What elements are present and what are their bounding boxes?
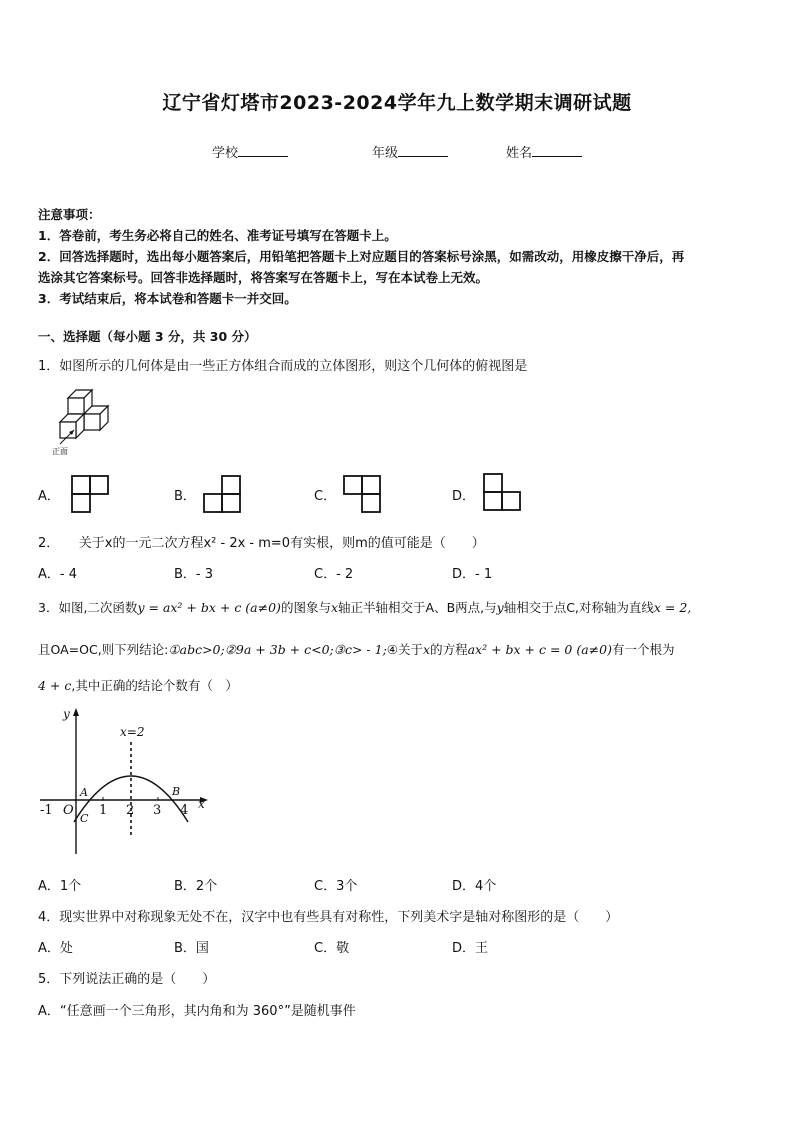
notice-item-2: 2．回答选择题时，选出每小题答案后，用铅笔把答题卡上对应题目的答案标号涂黑，如需改动，用橡皮擦干净后，再: [38, 249, 685, 264]
q3-option-a: A．1个: [38, 879, 82, 894]
question-1-stem: 1．如图所示的几何体是由一些正方体组合而成的立体图形，则这个几何体的俯视图是: [38, 359, 528, 374]
q1-cube-figure: [46, 382, 126, 458]
question-3-line-3: 4 + c,其中正确的结论个数有（ ）: [38, 678, 238, 693]
front-label: 正面: [52, 447, 68, 456]
q1-option-a: A．: [38, 489, 60, 504]
q2-option-b: B．- 3: [174, 567, 214, 582]
q4-option-d: D．王: [452, 941, 489, 956]
question-3-line-1: 3．如图,二次函数y = ax² + bx + c (a≠0)的图象与x轴正半轴相交于A、B两点,与y轴相交于点C,对称轴为直线x = 2,: [38, 600, 692, 615]
question-5-stem: 5．下列说法正确的是（ ）: [38, 972, 216, 987]
q3-option-c: C．3个: [314, 879, 358, 894]
notice-item-1: 1．答卷前，考生务必将自己的姓名、准考证号填写在答题卡上。: [38, 228, 397, 243]
cube-front-face: [68, 398, 84, 414]
q2-option-d: D．- 1: [452, 567, 493, 582]
q4-option-a: A．处: [38, 941, 73, 956]
q4-option-b: B．国: [174, 941, 209, 956]
name-field: 姓名: [506, 142, 582, 161]
notice-item-3: 3．考试结束后，将本试卷和答题卡一并交回。: [38, 291, 297, 306]
section-title: 一、选择题（每小题 3 分，共 30 分）: [38, 329, 257, 344]
question-3-line-2: 且OA=OC,则下列结论:①abc>0;②9a + 3b + c<0;③c> - 1;④关于x的方程ax² + bx + c = 0 (a≠0)有一个根为: [38, 642, 675, 657]
q3-option-d: D．4个: [452, 879, 497, 894]
q1-option-d: D．: [452, 489, 476, 504]
q1-option-b: B．: [174, 489, 196, 504]
tick-neg1: -1: [40, 803, 53, 818]
q3-parabola-graph: [36, 702, 216, 862]
origin-label: O: [63, 803, 74, 818]
symmetry-label: x=2: [120, 725, 145, 739]
x-axis-label: x: [198, 797, 205, 811]
q5-option-a: A．“任意画一个三角形，其内角和为 360°”是随机事件: [38, 1004, 356, 1019]
question-2-stem: 2． 关于x的一元二次方程x² - 2x - m=0有实根，则m的值可能是（ ）: [38, 536, 485, 551]
q1-option-c: C．: [314, 489, 337, 504]
point-a-label: A: [80, 786, 88, 799]
y-axis-label: y: [63, 707, 70, 721]
question-4-stem: 4．现实世界中对称现象无处不在，汉字中也有些具有对称性，下列美术字是轴对称图形的是（ ）: [38, 910, 619, 925]
q1-option-c-figure: [342, 474, 384, 514]
point-c-label: C: [80, 812, 89, 825]
q2-option-a: A．- 4: [38, 567, 77, 582]
q1-option-b-figure: [202, 474, 244, 514]
q4-option-c: C．敬: [314, 941, 350, 956]
grade-field: 年级: [372, 142, 448, 161]
point-b-label: B: [172, 785, 181, 798]
q3-option-b: B．2个: [174, 879, 218, 894]
tick-3: 3: [153, 803, 162, 818]
q1-option-a-figure: [70, 474, 112, 514]
tick-4: 4: [180, 803, 189, 818]
notice-item-2-cont: 选涂其它答案标号。回答非选择题时，将答案写在答题卡上，写在本试卷上无效。: [38, 270, 489, 285]
page-title: 辽宁省灯塔市2023-2024学年九上数学期末调研试题: [162, 92, 632, 114]
tick-1: 1: [99, 803, 108, 818]
school-field: 学校: [212, 142, 288, 161]
q2-option-c: C．- 2: [314, 567, 354, 582]
q1-option-d-figure: [482, 472, 526, 514]
notice-title: 注意事项：: [38, 207, 101, 222]
tick-2: 2: [126, 803, 135, 818]
